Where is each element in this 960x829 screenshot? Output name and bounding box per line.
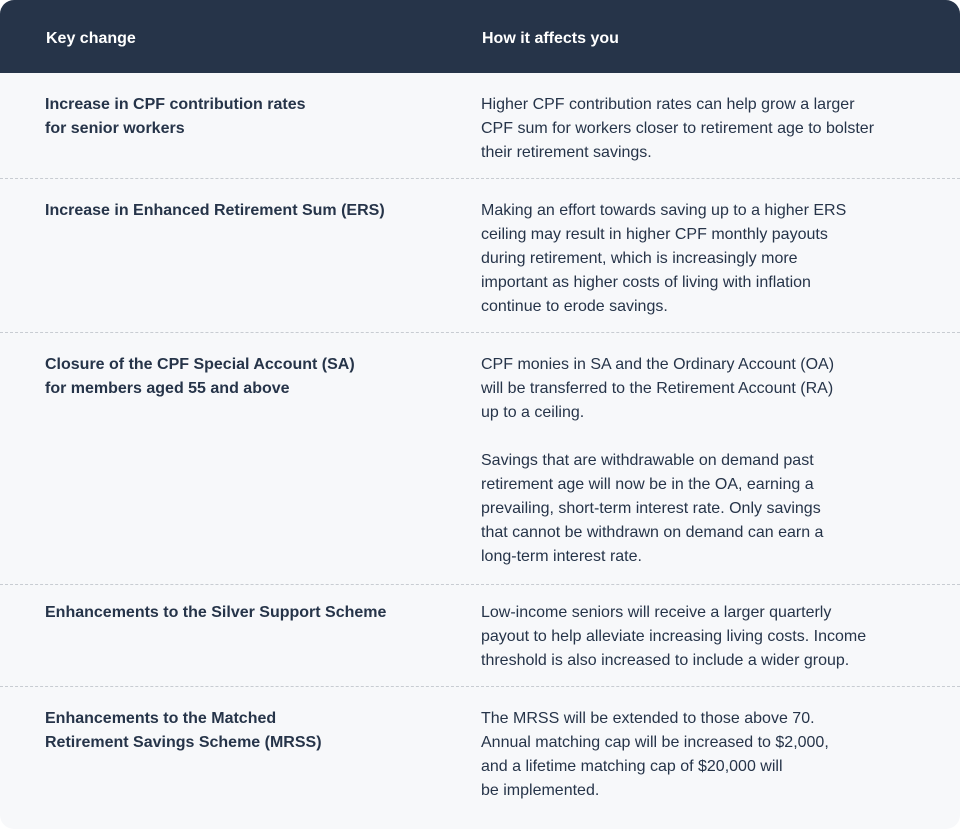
header-key-change: Key change <box>46 30 136 47</box>
table-row <box>0 179 960 333</box>
table-row <box>0 73 960 179</box>
key-change-cell: Enhancements to the Matched Retirement Savings Scheme (MRSS) <box>45 710 322 751</box>
table-row <box>0 333 960 585</box>
key-change-cell: Enhancements to the Silver Support Scheme <box>45 604 387 621</box>
table-header <box>0 0 960 73</box>
header-how-it-affects-you: How it affects you <box>482 30 619 47</box>
key-change-cell: Increase in Enhanced Retirement Sum (ERS) <box>45 202 385 219</box>
description-cell: The MRSS will be extended to those above 70. Annual matching cap will be increased to $2,000, and a lifetime matching cap of $20,000 will be implemented. <box>481 710 829 799</box>
description-cell: Low-income seniors will receive a larger quarterly payout to help alleviate increasing living costs. Income threshold is also increased to include a wider group. <box>481 604 867 669</box>
table-row <box>0 687 960 829</box>
key-change-cell: Closure of the CPF Special Account (SA) for members aged 55 and above <box>45 356 355 397</box>
description-cell: Making an effort towards saving up to a higher ERS ceiling may result in higher CPF monthly payouts during retirement, which is increasingly more important as higher costs of living with inflation continue to erode savings. <box>481 202 847 315</box>
description-cell: CPF monies in SA and the Ordinary Account (OA) will be transferred to the Retirement Account (RA) up to a ceiling. Savings that are withdrawable on demand past retirement age will now be in the OA, earning a prevailing, short-term interest rate. Only savings that cannot be withdrawn on demand can earn a long-term interest rate. <box>481 356 835 565</box>
key-change-cell: Increase in CPF contribution rates for senior workers <box>45 96 306 137</box>
table-row <box>0 585 960 687</box>
description-cell: Higher CPF contribution rates can help grow a larger CPF sum for workers closer to retirement age to bolster their retirement savings. <box>481 96 875 161</box>
